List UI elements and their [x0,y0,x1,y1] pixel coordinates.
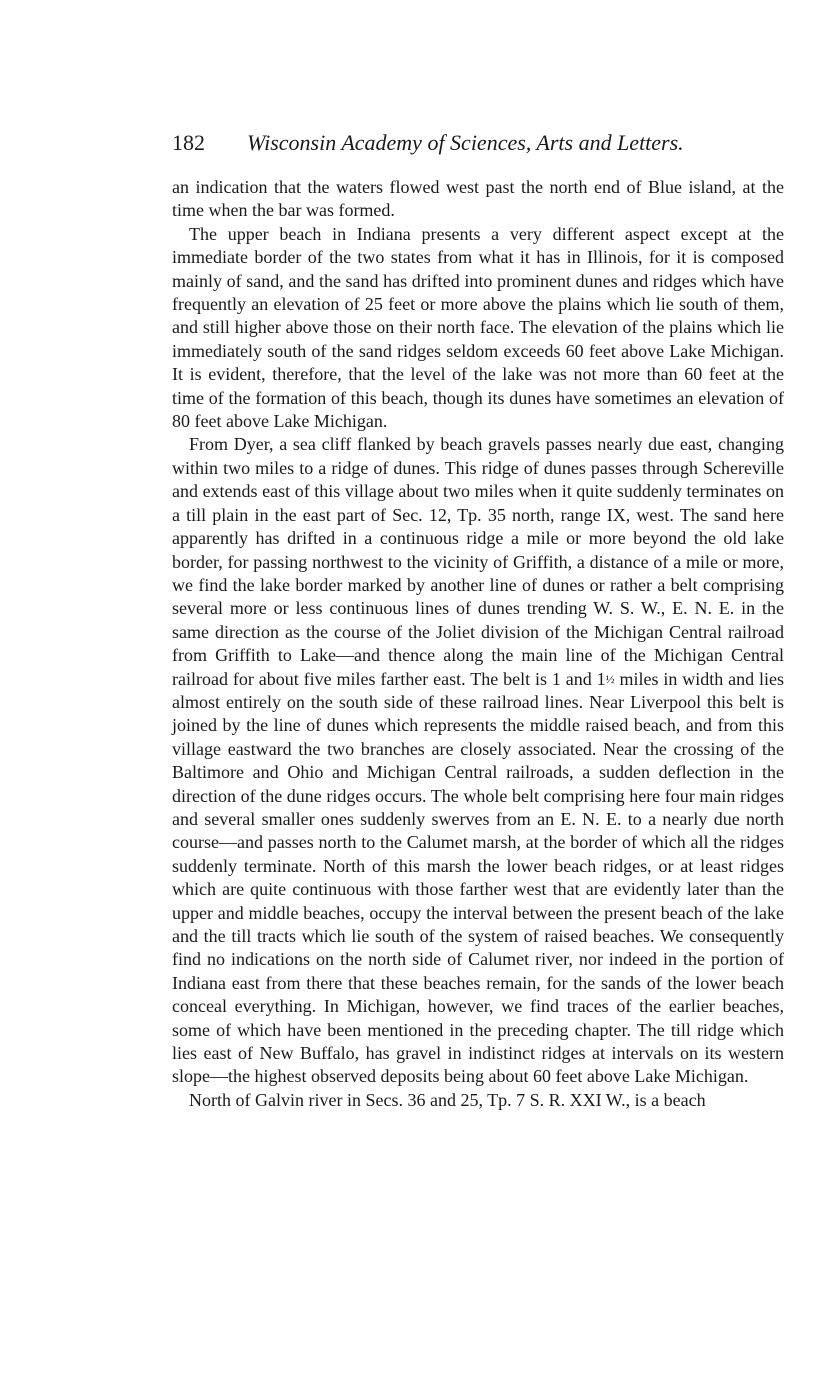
running-head [172,128,784,158]
paragraph-3-text-start: From Dyer, a sea cliff flanked by beach gravels passes nearly due east, changing within two miles to a ridge of dunes. This ridge of dunes passes through Schereville and extends east of this village about two miles when it quite suddenly terminates on a till plain in the east part of Sec. 12, Tp. 35 north, range IX, west. The sand here apparently has drifted in a continuous ridge a mile or more beyond the old lake border, for passing northwest to the vicinity of Griffith, a distance of a mile or more, we find the lake border marked by another line of dunes or rather a belt comprising several more or less continuous lines of dunes trending W. S. W., E. N. E. in the same direction as the course of the Joliet division of the Michigan Central railroad from Griffith to Lake—and thence along the main line of the Michigan Central railroad for about five miles farther east. The belt is 1 and 1 [172,434,784,689]
paragraph-3-text-end: miles in width and lies almost entirely on the south side of these railroad lines. Near Liverpool this belt is joined by the line of dunes which represents the middle raised beach, and from this village eastward the two branches are closely associated. Near the crossing of the Baltimore and Ohio and Michigan Central railroads, a sudden deflection in the direction of the dune ridges occurs. The whole belt comprising here four main ridges and several smaller ones suddenly swerves from an E. N. E. to a nearly due north course—and passes north to the Calumet marsh, at the border of which all the ridges suddenly terminate. North of this marsh the lower beach ridges, or at least ridges which are quite continuous with those farther west that are evidently later than the upper and middle beaches, occupy the interval between the present beach of the lake and the till tracts which lie south of the system of raised beaches. We consequently find no indications on the north side of Calumet river, nor indeed in the portion of Indiana east from there that these beaches remain, for the sands of the lower beach conceal everything. In Michigan, however, we find traces of the earlier beaches, some of which have been mentioned in the preceding chapter. The till ridge which lies east of New Buffalo, has gravel in indistinct ridges at intervals on its western slope—the highest observed deposits being about 60 feet above Lake Michigan. [172,668,785,1087]
body-text [172,176,784,1112]
paragraph-3 [172,433,784,1088]
paragraph-2: The upper beach in Indiana presents a very different aspect except at the immediate border of the two states from what it has in Illinois, for it is composed mainly of sand, and the sand has drifted into prominent dunes and ridges which have frequently an elevation of 25 feet or more above the plains which lie south of them, and still higher above those on their north face. The elevation of the plains which lie immediately south of the sand ridges seldom exceeds 60 feet above Lake Michigan. It is evident, therefore, that the level of the lake was not more than 60 feet at the time of the formation of this beach, though its dunes have sometimes an elevation of 80 feet above Lake Michigan. [172,223,784,432]
paragraph-4: North of Galvin river in Secs. 36 and 25, Tp. 7 S. R. XXI W., is a beach [189,1089,706,1110]
one-half-fraction: ½ [605,671,615,686]
journal-title: Wisconsin Academy of Sciences, Arts and Letters. [247,130,684,155]
page-number: 182 [172,130,205,155]
paragraph-1: an indication that the waters flowed west past the north end of Blue island, at the time when the bar was formed. [172,177,784,221]
